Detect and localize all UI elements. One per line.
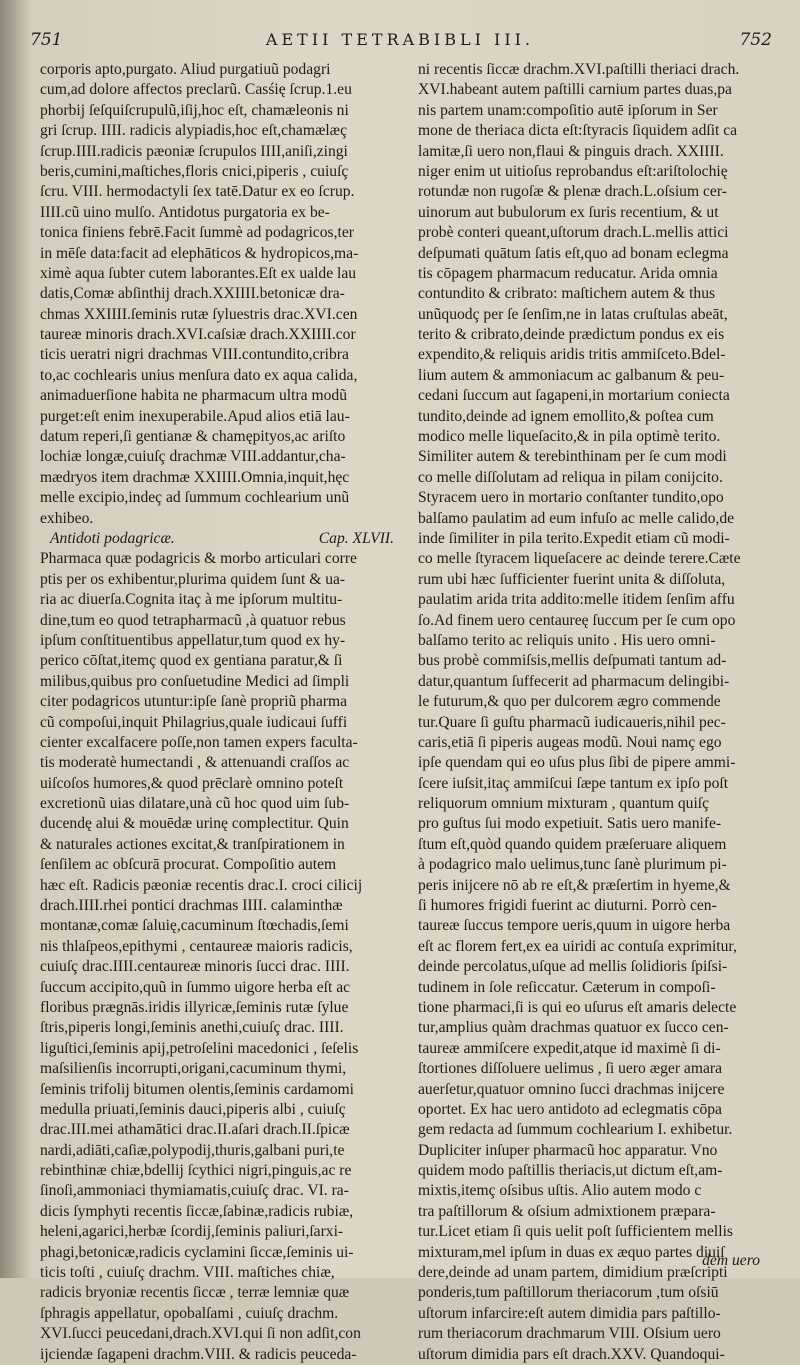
- text-line: uiſcoſos humores,& quod prēclarè omnino poteſt: [40, 774, 344, 792]
- text-line: Styracem uero in mortario conſtanter tundito,opo: [418, 489, 724, 507]
- text-line: gri ſcrup. IIII. radicis alypiadis,hoc eſt,chamælæç: [40, 122, 348, 140]
- text-line: ticis toſti , cuiuſç drachm. VIII. maſtiches chiæ,: [40, 1264, 335, 1282]
- catchword: dem uero: [702, 1252, 760, 1269]
- text-line: co melle ſtyracem liqueſacere ac deinde terere.Cæte: [418, 550, 741, 568]
- text-line: pro guſtus ſui modo expetiuit. Satis uero manife-: [418, 815, 722, 833]
- text-line: uſtorum dimidia pars eſt drach.XXV. Quandoqui-: [418, 1345, 725, 1363]
- text-line: ſcere iuſsit,itaç ammiſcui ſæpe tantum ex ipſo poſt: [418, 774, 729, 792]
- left-column-bottom-text: [40, 549, 396, 1365]
- text-line: milibus,quibus pro conſuetudine Medici ad ſimpli: [40, 672, 350, 690]
- text-line: corporis apto,purgato. Aliud purgatiuũ podagri: [40, 61, 331, 78]
- text-line: maſsilienſis incorrupti,origani,cacuminum thymi,: [40, 1060, 347, 1078]
- text-line: uſtorum infarcire:eſt autem dimidia pars paſtillo-: [418, 1304, 721, 1322]
- text-line: ſo.Ad finem uero centaureę ſuccum per ſe cum opo: [418, 611, 736, 629]
- text-line: reliquorum omnium mixturam , quantum quiſç: [418, 795, 710, 813]
- text-line: niger enim ut uitioſus reprobandus eſt:ariſtolochię: [418, 162, 728, 180]
- text-line: tur.Quare ſi guſtu pharmacũ iudicaueris,nihil pec-: [418, 713, 726, 731]
- text-line: dicis ſymphyti recentis ſiccæ,ſabinæ,radicis rubiæ,: [40, 1202, 354, 1220]
- chapter-number: Cap. XLVII.: [318, 529, 394, 547]
- text-line: ſtris,piperis longi,ſeminis anethi,cuiuſç drac. IIII.: [40, 1019, 344, 1037]
- text-line: citer podagricos utuntur:ipſe ſanè propriũ pharma: [40, 693, 348, 711]
- text-line: deſpumati quātum ſatis eſt,quo ad bonam eclegma: [418, 244, 729, 262]
- text-line: beris,cumini,maſtiches,floris cnici,piperis , cuiuſç: [40, 162, 349, 180]
- text-line: cum,ad dolore affectos preclarũ. Casśię ſcrup.1.eu: [40, 81, 352, 99]
- text-line: floribus prægnās.iridis illyricæ,ſeminis rutæ ſylue: [40, 998, 349, 1016]
- text-line: XVI.habeant autem paſtilli carnium partes duas,pa: [418, 81, 732, 99]
- text-line: rotundæ non rugoſæ & plenæ drach.L.oſsium cer-: [418, 183, 727, 201]
- text-line: balſamo paulatim ad eum infuſo ac melle calido,de: [418, 509, 735, 527]
- text-line: cienter excalfacere poſſe,non tamen expers faculta-: [40, 733, 358, 751]
- text-line: datis,Comæ abſinthij drach.XXIIII.betonicæ dra-: [40, 285, 345, 303]
- text-line: tonica finiens febrē.Facit ſummè ad podagricos,ter: [40, 224, 354, 242]
- text-line: phagi,betonicæ,radicis cyclamini ſiccæ,ſeminis ui-: [40, 1243, 354, 1261]
- text-line: Similiter autem & terebinthinam per ſe cum modi: [418, 448, 727, 466]
- text-line: terito & cribrato,deinde prædictum pondus ex eis: [418, 326, 725, 344]
- text-line: chmas XXIIII.ſeminis rutæ ſyluestris drac.XVI.cen: [40, 305, 358, 323]
- text-line: probè conteri queant,uſtorum drach.L.mellis attici: [418, 224, 729, 242]
- text-line: purget:eſt enim inexuperabile.Apud alios etiā lau-: [40, 407, 350, 425]
- text-line: lamitæ,ſi uero non,flaui & pinguis drach. XXIIII.: [418, 142, 724, 160]
- text-line: paulatim arida trita addito:melle itidem ſenſim affu: [418, 591, 735, 609]
- text-line: drach.IIII.rhei pontici drachmas IIII. calaminthæ: [40, 897, 343, 915]
- text-line: ijciendæ ſagapeni drachm.VIII. & radicis peuceda-: [40, 1345, 357, 1363]
- text-line: ipſe quendam qui eo uſus plus ſibi de pipere ammi-: [418, 754, 736, 772]
- text-line: rum theriacorum drachmarum VIII. Oſsium uero: [418, 1325, 721, 1343]
- text-line: ptis per os exhibentur,plurima quidem ſunt & ua-: [40, 570, 346, 588]
- text-line: tundito,deinde ad ignem emollito,& poſtea cum: [418, 407, 714, 425]
- text-line: oportet. Ex hac uero antidoto ad eclegmatis cōpa: [418, 1100, 722, 1118]
- text-line: phorbij ſeſquiſcrupulũ,iſij,hoc eſt, chamæleonis ni: [40, 101, 349, 119]
- text-line: drac.III.mei athamātici drac.II.aſari drach.II.ſpicæ: [40, 1121, 350, 1139]
- text-line: Dupliciter inſuper pharmacũ hoc apparatur. Vno: [418, 1141, 718, 1159]
- text-line: hæc eſt. Radicis pæoniæ recentis drac.I. croci cilicij: [40, 876, 363, 894]
- text-line: bus probè commiſsis,mellis deſpumati tantum ad-: [418, 652, 727, 670]
- text-line: quidem modo paſtillis theriacis,ut dictum eſt,am-: [418, 1162, 723, 1180]
- text-line: expendito,& reliquis aridis tritis ammiſceto.Bdel-: [418, 346, 726, 364]
- text-line: ſeminis trifolij bitumen olentis,ſeminis cardamomi: [40, 1080, 354, 1098]
- text-line: liguſtici,ſeminis apij,petroſelini macedonici , ſeſelis: [40, 1039, 359, 1057]
- text-line: mixtis,itemç oſsibus uſtis. Alio autem modo c: [418, 1182, 702, 1200]
- text-line: montanæ,comæ ſaluię,cacuminum ſtœchadis,ſemi: [40, 917, 349, 935]
- text-line: mædryos item drachmæ XXIIII.Omnia,inquit,hęc: [40, 468, 350, 486]
- text-line: rum ubi hæc ſufficienter fuerint unita & diſſoluta,: [418, 570, 726, 588]
- left-column-top-text: [40, 60, 396, 529]
- text-line: ria ac diuerſa.Cognita itaç à me ipſorum multitu-: [40, 591, 343, 609]
- text-line: ſtum eſt,quòd quando quidem præſeruare aliquem: [418, 835, 727, 853]
- text-line: melle excipio,indeç ad ſummum cochlearium unũ: [40, 489, 350, 507]
- text-line: exhibeo.: [40, 509, 94, 527]
- text-line: cedani ſuccum aut ſagapeni,in mortarium coniecta: [418, 387, 730, 405]
- text-line: rebinthinæ chiæ,bdellij ſcythici nigri,pinguis,ac re: [40, 1162, 352, 1180]
- text-line: contundito & cribrato: maſtichem autem & thus: [418, 285, 716, 303]
- text-line: datum reperi,ſi gentianæ & chamępityos,ac ariſto: [40, 428, 346, 446]
- text-line: nardi,adiāti,caſiæ,polypodij,thuris,galbani puri,te: [40, 1141, 345, 1159]
- text-line: cũ compoſui,inquit Philagrius,quale iudicaui ſuffi: [40, 713, 348, 731]
- text-line: heleni,agarici,herbæ ſcordij,ſeminis paliuri,ſarxi-: [40, 1223, 344, 1241]
- right-column-text: [418, 60, 768, 1365]
- text-line: excretionũ uias dilatare,unà cũ hoc quod uim ſub-: [40, 795, 350, 813]
- text-line: deinde percolatus,uſque ad mellis ſolidioris ſpiſsi-: [418, 958, 728, 976]
- text-line: medulla priuati,ſeminis dauci,piperis albi , cuiuſç: [40, 1100, 346, 1118]
- text-line: modico melle liqueſacito,& in pila optimè terito.: [418, 428, 721, 446]
- text-line: uinorum aut bubulorum ex ſuris recentium, & ut: [418, 203, 719, 221]
- page-number-right: 752: [739, 30, 772, 50]
- page-header: [0, 30, 800, 60]
- text-line: ſi humores frigidi fuerint ac diuturni. Porrò cen-: [418, 897, 717, 915]
- text-line: lium autem & ammoniacum ac galbanum & peu-: [418, 366, 725, 384]
- chapter-heading: [40, 529, 396, 549]
- text-line: ticis ueratri nigri drachmas VIII.contundito,cribra: [40, 346, 349, 364]
- text-line: ſinoſi,ammoniaci thymiamatis,cuiuſç drac. VI. ra-: [40, 1182, 349, 1200]
- text-line: ponderis,tum paſtillorum theriacorum ,tum oſsiū: [418, 1284, 719, 1302]
- text-line: taureæ minoris drach.XVI.caſsiæ drach.XXIIII.cor: [40, 326, 356, 344]
- text-line: ximè aqua ſubter cutem laborantes.Eſt ex ualde lau: [40, 264, 357, 282]
- text-line: tur,amplius quàm drachmas quatuor ex ſucco cen-: [418, 1019, 729, 1037]
- text-line: animaduerſione habita ne pharmacum ultra modũ: [40, 387, 348, 405]
- text-line: ſphragis appellatur, opobalſami , cuiuſç drachm.: [40, 1304, 339, 1322]
- text-line: ducendę alui & mouēdæ urinę complectitur. Quin: [40, 815, 349, 833]
- text-line: datur,quantum ſuffecerit ad pharmacum delingibi-: [418, 672, 730, 690]
- text-line: à podagrico malo uelimus,tunc ſanè plurimum pi-: [418, 856, 727, 874]
- text-line: tur.Licet etiam ſi quis uelit poſt ſufficientem mellis: [418, 1223, 733, 1241]
- text-line: ſenſilem ac obſcurā procurat. Compoſitio autem: [40, 856, 337, 874]
- text-line: & naturales actiones excitat,& tranſpirationem in: [40, 835, 345, 853]
- text-line: to,ac cochlearis unius menſura dato ex aqua calida,: [40, 366, 358, 384]
- text-line: mixturam,mel ipſum in duas ex æquo partes diuiſ: [418, 1243, 725, 1261]
- text-line: inde ſimiliter in pila terito.Expedit etiam cũ modi-: [418, 529, 730, 547]
- text-line: eſt ac florem fert,ex ea uiridi ac contuſa exprimitur,: [418, 937, 737, 955]
- text-line: peris inijcere nō ab re eſt,& præſertim in hyeme,&: [418, 876, 731, 894]
- right-column: [418, 60, 768, 1365]
- text-line: in mēſe data:facit ad elephāticos & hydropicos,ma-: [40, 244, 359, 262]
- text-line: ſtortiones diſſoluere uelimus , ſi uero æger amara: [418, 1060, 722, 1078]
- text-line: mone de theriaca dicta eſt:ſtyracis ſiquidem adſit ca: [418, 122, 738, 140]
- text-line: caris,etiā ſi piperis augeas modũ. Noui namç ego: [418, 733, 722, 751]
- text-line: ſcrup.IIII.radicis pæoniæ ſcrupulos IIII,aniſi,zingi: [40, 142, 348, 160]
- text-line: ipſum conſtituentibus appellatur,tum quod ex hy-: [40, 631, 346, 649]
- running-title: AETII TETRABIBLI III.: [265, 30, 535, 49]
- text-line: dine,tum eo quod tetrapharmacũ ,à quatuor rebus: [40, 611, 346, 629]
- page-number-left: 751: [30, 30, 63, 50]
- text-line: ſcru. VIII. hermodactyli ſex tatē.Datur ex eo ſcrup.: [40, 183, 355, 201]
- text-line: ni recentis ſiccæ drachm.XVI.paſtilli theriaci drach.: [418, 61, 740, 78]
- text-line: XVI.ſucci peucedani,drach.XVI.qui ſi non adſit,con: [40, 1325, 361, 1343]
- text-line: balſamo terito ac reliquis unito . His uero omni-: [418, 631, 716, 649]
- text-line: le futurum,& quo per dulcorem ægro commende: [418, 693, 721, 711]
- text-line: unũquodç per ſe ſenſim,ne in latas cruſtulas abeāt,: [418, 305, 728, 323]
- text-line: IIII.cũ uino mulſo. Antidotus purgatoria ex be-: [40, 203, 330, 221]
- text-line: ſuccum accipito,quũ in ſummo uigore herba eſt ac: [40, 978, 351, 996]
- text-line: nis thlaſpeos,epithymi , centaureæ maioris radicis,: [40, 937, 353, 955]
- chapter-title: Antidoti podagricæ.: [50, 529, 175, 547]
- text-line: co melle diſſolutam ad reliqua in pilam conijcito.: [418, 468, 723, 486]
- text-line: taureæ ammiſcere expedit,atque id maximè ſi di-: [418, 1039, 721, 1057]
- left-column: [40, 60, 396, 1365]
- text-line: tione pharmaci,ſi is qui eo uſurus eſt amaris delecte: [418, 998, 737, 1016]
- text-line: auerſetur,quatuor omnino ſucci drachmas inijcere: [418, 1080, 725, 1098]
- text-line: tra paſtillorum & oſsium admixtionem præpara-: [418, 1202, 716, 1220]
- text-line: lochiæ longæ,cuiuſç drachmæ VIII.addantur,cha-: [40, 448, 346, 466]
- page-gutter-shadow: [0, 0, 30, 1278]
- text-line: dere,deinde ad unam partem, dimidium præſcripti: [418, 1264, 728, 1282]
- text-line: cuiuſç drac.IIII.centaureæ minoris ſucci drac. IIII.: [40, 958, 350, 976]
- text-line: Pharmaca quæ podagricis & morbo articulari corre: [40, 550, 357, 568]
- text-line: taureæ ſuccus tempore ueris,quum in uigore herba: [418, 917, 731, 935]
- text-line: tudinem in ſole reſiccatur. Cæterum in compoſi-: [418, 978, 716, 996]
- text-line: perico cōſtat,itemç quod ex gentiana paratur,& ſi: [40, 652, 343, 670]
- text-line: radicis bryoniæ recentis ſiccæ , terræ lemniæ quæ: [40, 1284, 350, 1302]
- text-line: tis cōpagem pharmacum reducatur. Arida omnia: [418, 264, 718, 282]
- text-line: nis partem unam:compoſitio autē ipſorum in Ser: [418, 101, 718, 119]
- text-line: gem redacta ad ſummum cochlearium I. exhibetur.: [418, 1121, 733, 1139]
- text-line: tis moderatè humectandi , & attenuandi craſſos ac: [40, 754, 350, 772]
